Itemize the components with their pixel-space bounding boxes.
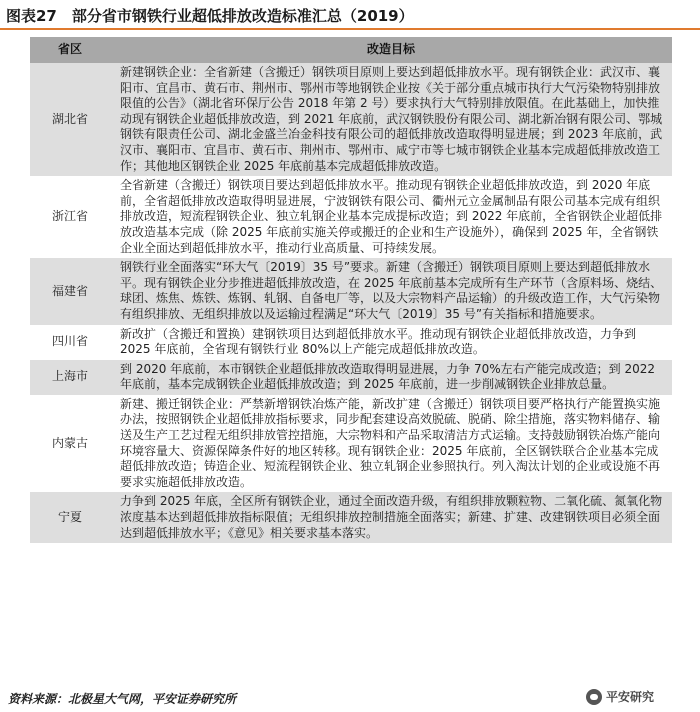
- province-cell: 上海市: [30, 360, 110, 395]
- goal-cell: 钢铁行业全面落实“环大气〔2019〕35 号”要求。新建（含搬迁）钢铁项目原则上要达到超低排放水平。现有钢铁企业分步推进超低排放改造，在 2025 年底前基本完成所有生产环节（含原料场、烧结、球团、炼焦、炼铁、炼钢、轧钢、自备电厂等，以及大宗物料产品运输）的升级改造工作，大气污染物有组织排放、无组织排放以及运输过程满足“环大气〔2019〕35 号”有关指标和措施要求。: [110, 258, 672, 324]
- standards-table: [30, 37, 672, 543]
- province-cell: 浙江省: [30, 176, 110, 258]
- brand-logo: [586, 688, 696, 708]
- header-province: 省区: [30, 37, 110, 63]
- header-goal: 改造目标: [110, 37, 672, 63]
- table-row: [30, 325, 672, 360]
- table-header-row: [30, 37, 672, 63]
- table-row: [30, 176, 672, 258]
- figure-title-bar: [0, 0, 700, 30]
- table-row: [30, 258, 672, 324]
- goal-cell: 全省新建（含搬迁）钢铁项目要达到超低排放水平。推动现有钢铁企业超低排放改造，到 2020 年底前，全省超低排放改造取得明显进展，宁波钢铁有限公司、衢州元立金属制品有限公司基本完成有组织排放改造，短流程钢铁企业、独立轧钢企业基本完成提标改造；到 2022 年底前，全省钢铁企业超低排放改造基本完成（除 2025 年底前实施关停或搬迁的企业和生产设施外），确保到 2025 年，全省钢铁企业全面达到超低排放水平，推动行业高质量、可持续发展。: [110, 176, 672, 258]
- table-row: [30, 63, 672, 176]
- brand-logo-text: 平安研究: [606, 690, 655, 704]
- province-cell: 内蒙古: [30, 395, 110, 493]
- table-row: [30, 395, 672, 493]
- goal-cell: 新建钢铁企业：全省新建（含搬迁）钢铁项目原则上要达到超低排放水平。现有钢铁企业：武汉市、襄阳市、宜昌市、黄石市、荆州市、鄂州市等地钢铁企业按《关于部分重点城市执行大气污染物特别排放限值的公告》（湖北省环保厅公告 2018 年第 2 号）要求执行大气特别排放限值。在此基础上，加快推动现有钢铁企业超低排放改造，到 2021 年底前，武汉钢铁股份有限公司、湖北新冶钢有限公司、鄂城钢铁有限责任公司、湖北金盛兰冶金科技有限公司的超低排放改造取得明显进展；到 2023 年底前，武汉市、襄阳市、宜昌市、黄石市、荆州市、鄂州市、咸宁市等七城市钢铁企业基本完成超低排放改造工作；其他地区钢铁企业 2025 年底前基本完成超低排放改造。: [110, 63, 672, 176]
- province-cell: 宁夏: [30, 492, 110, 543]
- table-row: [30, 360, 672, 395]
- table-row: [30, 492, 672, 543]
- chat-bubble-icon: [586, 689, 602, 705]
- source-note: 资料来源：北极星大气网，平安证券研究所: [8, 692, 237, 706]
- goal-cell: 新改扩（含搬迁和置换）建钢铁项目达到超低排放水平。推动现有钢铁企业超低排放改造，力争到 2025 年底前，全省现有钢铁行业 80%以上产能完成超低排放改造。: [110, 325, 672, 360]
- goal-cell: 到 2020 年底前，本市钢铁企业超低排放改造取得明显进展，力争 70%左右产能完成改造；到 2022 年底前，基本完成钢铁企业超低排放改造；到 2025 年底前，进一步削减钢铁企业排放总量。: [110, 360, 672, 395]
- figure-title: 图表27 部分省市钢铁行业超低排放改造标准汇总（2019）: [6, 7, 414, 25]
- goal-cell: 新建、搬迁钢铁企业：严禁新增钢铁冶炼产能，新改扩建（含搬迁）钢铁项目要严格执行产能置换实施办法，按照钢铁企业超低排放指标要求，同步配套建设高效脱硫、脱硝、除尘措施，落实物料储存、输送及生产工艺过程无组织排放管控措施，大宗物料和产品采取清洁方式运输。支持鼓励钢铁冶炼产能向环境容量大、资源保障条件好的地区转移。现有钢铁企业：2025 年底前，全区钢铁联合企业基本完成超低排放改造；铸造企业、短流程钢铁企业、独立轧钢企业参照执行。列入淘汰计划的企业或设施不再要求实施超低排放改造。: [110, 395, 672, 493]
- goal-cell: 力争到 2025 年底，全区所有钢铁企业，通过全面改造升级，有组织排放颗粒物、二氧化硫、氮氧化物浓度基本达到超低排放指标限值；无组织排放控制措施全面落实；新建、扩建、改建钢铁项目必须全面达到超低排放水平；《意见》相关要求基本落实。: [110, 492, 672, 543]
- province-cell: 湖北省: [30, 63, 110, 176]
- province-cell: 四川省: [30, 325, 110, 360]
- province-cell: 福建省: [30, 258, 110, 324]
